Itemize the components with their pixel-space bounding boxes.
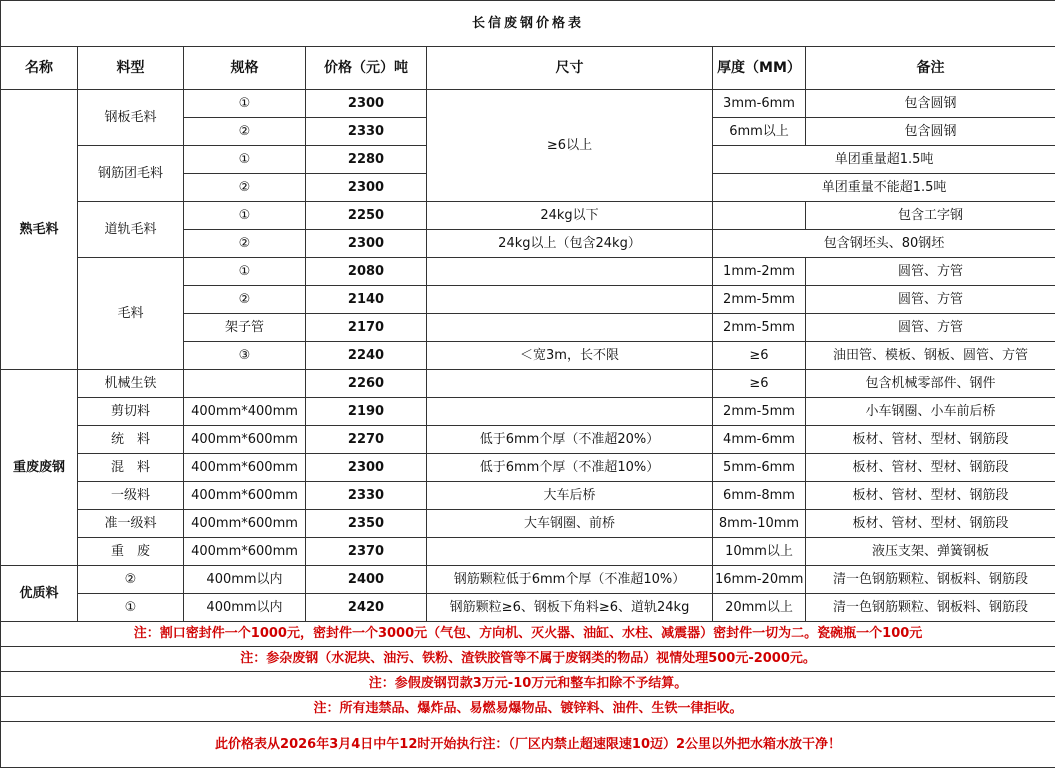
price-cell: 2370 — [306, 538, 427, 566]
remark-cell: 单团重量不能超1.5吨 — [713, 174, 1055, 202]
price-cell: 2330 — [306, 482, 427, 510]
size-cell: 大车后桥 — [427, 482, 713, 510]
size-cell: 大车钢圈、前桥 — [427, 510, 713, 538]
thickness-cell: 3mm-6mm — [713, 90, 806, 118]
size-cell — [427, 370, 713, 398]
type-cell: 剪切料 — [78, 398, 184, 426]
size-cell — [427, 314, 713, 342]
spec-cell: ① — [184, 258, 306, 286]
price-cell: 2300 — [306, 454, 427, 482]
type-cell: 一级料 — [78, 482, 184, 510]
thickness-cell: 10mm以上 — [713, 538, 806, 566]
type-cell: 统 料 — [78, 426, 184, 454]
table-row — [1, 482, 1055, 510]
table-row — [1, 90, 1055, 118]
price-cell: 2250 — [306, 202, 427, 230]
thickness-cell: 16mm-20mm — [713, 566, 806, 594]
table-row — [1, 566, 1055, 594]
note-line: 注：所有违禁品、爆炸品、易燃易爆物品、镀锌料、油件、生铁一律拒收。 — [1, 697, 1055, 722]
price-cell: 2330 — [306, 118, 427, 146]
price-cell: 2300 — [306, 90, 427, 118]
remark-cell: 板材、管材、型材、钢筋段 — [806, 510, 1055, 538]
remark-cell: 油田管、模板、钢板、圆管、方管 — [806, 342, 1055, 370]
spec-cell: 400mm*600mm — [184, 538, 306, 566]
header-price: 价格（元）吨 — [306, 47, 427, 90]
remark-cell: 板材、管材、型材、钢筋段 — [806, 482, 1055, 510]
remark-cell: 包含工字钢 — [806, 202, 1055, 230]
thickness-cell: 8mm-10mm — [713, 510, 806, 538]
size-cell — [427, 258, 713, 286]
category-cell: 重废废钢 — [1, 370, 78, 566]
header-remark: 备注 — [806, 47, 1055, 90]
price-cell: 2260 — [306, 370, 427, 398]
thickness-cell: 20mm以上 — [713, 594, 806, 622]
table-row — [1, 510, 1055, 538]
remark-cell: 板材、管材、型材、钢筋段 — [806, 454, 1055, 482]
thickness-cell: 2mm-5mm — [713, 398, 806, 426]
thickness-cell: 1mm-2mm — [713, 258, 806, 286]
thickness-cell: 5mm-6mm — [713, 454, 806, 482]
thickness-cell: 2mm-5mm — [713, 286, 806, 314]
spec-cell: ② — [184, 174, 306, 202]
size-cell: 低于6mm个厚（不准超10%） — [427, 454, 713, 482]
type-cell: 钢板毛料 — [78, 90, 184, 146]
spec-cell: ① — [184, 90, 306, 118]
spec-cell: 400mm以内 — [184, 566, 306, 594]
price-cell: 2170 — [306, 314, 427, 342]
price-cell: 2350 — [306, 510, 427, 538]
spec-cell: 400mm*600mm — [184, 454, 306, 482]
thickness-cell — [713, 202, 806, 230]
thickness-cell: 6mm-8mm — [713, 482, 806, 510]
remark-cell: 圆管、方管 — [806, 314, 1055, 342]
type-cell: ② — [78, 566, 184, 594]
spec-cell: 400mm*600mm — [184, 510, 306, 538]
remark-cell: 小车钢圈、小车前后桥 — [806, 398, 1055, 426]
spec-cell: ② — [184, 118, 306, 146]
remark-cell: 圆管、方管 — [806, 286, 1055, 314]
thickness-cell: ≥6 — [713, 370, 806, 398]
spec-cell: 400mm*600mm — [184, 482, 306, 510]
type-cell: 毛料 — [78, 258, 184, 370]
spec-cell: 架子管 — [184, 314, 306, 342]
spec-cell: 400mm*400mm — [184, 398, 306, 426]
size-cell: 低于6mm个厚（不准超20%） — [427, 426, 713, 454]
note-line: 注：割口密封件一个1000元，密封件一个3000元（气包、方向机、灭火器、油缸、水柱、减震器）密封件一切为二。瓷碗瓶一个100元 — [1, 622, 1055, 647]
spec-cell: ③ — [184, 342, 306, 370]
header-name: 名称 — [1, 47, 78, 90]
size-cell: 钢筋颗粒≥6、钢板下角料≥6、道轨24kg — [427, 594, 713, 622]
spec-cell — [184, 370, 306, 398]
category-cell: 优质料 — [1, 566, 78, 622]
size-cell: 24kg以下 — [427, 202, 713, 230]
price-cell: 2080 — [306, 258, 427, 286]
price-cell: 2270 — [306, 426, 427, 454]
price-cell: 2240 — [306, 342, 427, 370]
table-row — [1, 370, 1055, 398]
table-row — [1, 594, 1055, 622]
remark-cell: 圆管、方管 — [806, 258, 1055, 286]
category-cell: 熟毛料 — [1, 90, 78, 370]
size-cell — [427, 538, 713, 566]
thickness-cell: 4mm-6mm — [713, 426, 806, 454]
price-cell: 2400 — [306, 566, 427, 594]
type-cell: 机械生铁 — [78, 370, 184, 398]
spec-cell: ① — [184, 146, 306, 174]
note-line: 注：参杂废钢（水泥块、油污、铁粉、渣铁胶管等不属于废钢类的物品）视情处理500元-2000元。 — [1, 647, 1055, 672]
header-type: 料型 — [78, 47, 184, 90]
price-cell: 2190 — [306, 398, 427, 426]
spec-cell: 400mm*600mm — [184, 426, 306, 454]
table-row — [1, 454, 1055, 482]
table-row — [1, 202, 1055, 230]
size-cell: ≥6以上 — [427, 90, 713, 202]
footer-notice: 此价格表从2026年3月4日中午12时开始执行注：（厂区内禁止超速限速10迈）2公里以外把水箱水放干净！ — [1, 722, 1055, 768]
table-row — [1, 538, 1055, 566]
table-row — [1, 258, 1055, 286]
price-cell: 2140 — [306, 286, 427, 314]
table-row — [1, 398, 1055, 426]
size-cell: 钢筋颗粒低于6mm个厚（不准超10%） — [427, 566, 713, 594]
remark-cell: 包含圆钢 — [806, 90, 1055, 118]
type-cell: ① — [78, 594, 184, 622]
price-cell: 2300 — [306, 230, 427, 258]
header-spec: 规格 — [184, 47, 306, 90]
header-size: 尺寸 — [427, 47, 713, 90]
page-title: 长信废钢价格表 — [1, 1, 1055, 47]
price-cell: 2300 — [306, 174, 427, 202]
remark-cell: 板材、管材、型材、钢筋段 — [806, 426, 1055, 454]
size-cell — [427, 398, 713, 426]
remark-cell: 包含机械零部件、钢件 — [806, 370, 1055, 398]
thickness-cell: ≥6 — [713, 342, 806, 370]
spec-cell: ② — [184, 286, 306, 314]
price-cell: 2280 — [306, 146, 427, 174]
price-cell: 2420 — [306, 594, 427, 622]
size-cell — [427, 286, 713, 314]
type-cell: 重 废 — [78, 538, 184, 566]
table-row — [1, 426, 1055, 454]
size-cell: ＜宽3m，长不限 — [427, 342, 713, 370]
remark-cell: 包含钢坯头、80钢坯 — [713, 230, 1055, 258]
spec-cell: 400mm以内 — [184, 594, 306, 622]
remark-cell: 单团重量超1.5吨 — [713, 146, 1055, 174]
thickness-cell: 6mm以上 — [713, 118, 806, 146]
spec-cell: ① — [184, 202, 306, 230]
header-row — [1, 47, 1055, 90]
size-cell: 24kg以上（包含24kg） — [427, 230, 713, 258]
type-cell: 道轨毛料 — [78, 202, 184, 258]
type-cell: 钢筋团毛料 — [78, 146, 184, 202]
type-cell: 混 料 — [78, 454, 184, 482]
type-cell: 准一级料 — [78, 510, 184, 538]
remark-cell: 清一色钢筋颗粒、钢板料、钢筋段 — [806, 594, 1055, 622]
note-line: 注：参假废钢罚款3万元-10万元和整车扣除不予结算。 — [1, 672, 1055, 697]
thickness-cell: 2mm-5mm — [713, 314, 806, 342]
remark-cell: 液压支架、弹簧钢板 — [806, 538, 1055, 566]
header-thickness: 厚度（MM） — [713, 47, 806, 90]
spec-cell: ② — [184, 230, 306, 258]
remark-cell: 包含圆钢 — [806, 118, 1055, 146]
remark-cell: 清一色钢筋颗粒、钢板料、钢筋段 — [806, 566, 1055, 594]
